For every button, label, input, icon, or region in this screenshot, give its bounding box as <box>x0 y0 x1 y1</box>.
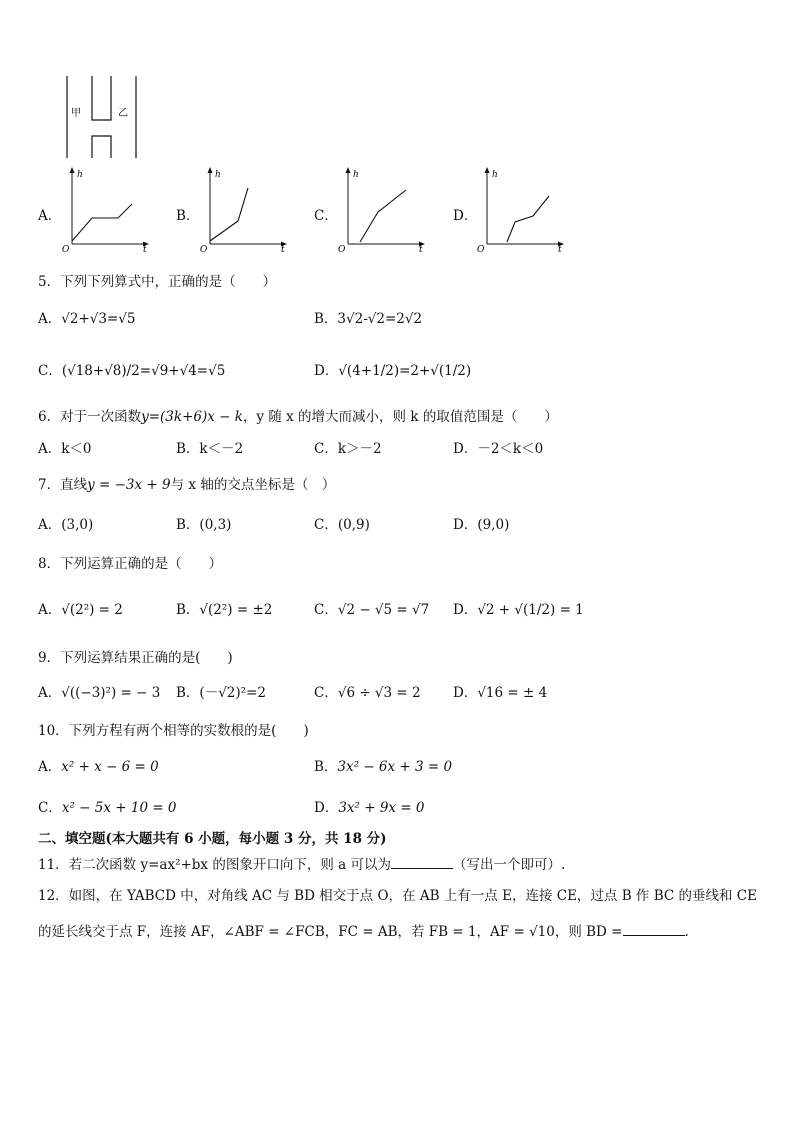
q12-line1: 12．如图，在 YABCD 中，对角线 AC 与 BD 相交于点 O，在 AB 上有一点 E，连接 CE，过点 B 作 BC 的垂线和 CE <box>38 888 757 904</box>
svg-text:O: O <box>200 245 208 254</box>
q5-option-c: C．(√18+√8)/2=√9+√4=√5 <box>38 363 226 379</box>
q4-a-x: t <box>143 245 147 254</box>
q4-option-d-label: D． <box>453 208 478 224</box>
q10-option-a: A．x² + x − 6 = 0 <box>38 759 159 775</box>
q4-a-y: h <box>77 170 83 180</box>
q7-line: y = −3x + 9 <box>87 477 171 493</box>
q5-stem: 5．下列下列算式中，正确的是（ ） <box>38 274 277 290</box>
q6-option-b: B．k＜－2 <box>176 441 244 457</box>
q5-option-b: B．3√2-√2=2√2 <box>314 311 423 327</box>
q6-function: y=(3k+6)x − k <box>141 409 243 425</box>
q7-option-c: C．(0,9) <box>314 517 370 533</box>
q4-graph-c <box>336 166 428 254</box>
q10-option-c: C．x² − 5x + 10 = 0 <box>38 800 177 816</box>
svg-text:O: O <box>338 245 346 254</box>
q9-stem: 9．下列运算结果正确的是( ) <box>38 650 233 666</box>
svg-text:t: t <box>281 245 285 254</box>
svg-text:h: h <box>492 170 498 180</box>
q6-option-d: D．－2＜k＜0 <box>453 441 544 457</box>
q10-option-b: B．3x² − 6x + 3 = 0 <box>314 759 453 775</box>
svg-text:t: t <box>558 245 562 254</box>
q7-option-b: B．(0,3) <box>176 517 232 533</box>
q6-stem: 6．对于一次函数y=(3k+6)x − k，y 随 x 的增大而减小，则 k 的取值范围是（ ） <box>38 409 558 425</box>
q8-stem: 8．下列运算正确的是（ ） <box>38 556 223 572</box>
label-jia: 甲 <box>71 108 81 119</box>
q11-answer-blank[interactable] <box>391 856 453 869</box>
q4-b-curve <box>210 188 248 241</box>
q5-option-d: D．√(4+1/2)=2+√(1/2) <box>314 363 472 379</box>
q8-option-b: B．√(2²) = ±2 <box>176 602 273 618</box>
q10-stem: 10．下列方程有两个相等的实数根的是( ) <box>38 723 309 739</box>
q9-option-b: B．(－√2)²=2 <box>176 685 266 701</box>
q7-option-d: D．(9,0) <box>453 517 510 533</box>
q4-option-c-label: C． <box>314 208 338 224</box>
q9-option-a: A．√((−3)²) = − 3 <box>38 685 161 701</box>
q6-option-c: C．k＞－2 <box>314 441 382 457</box>
q8-option-d: D．√2 + √(1/2) = 1 <box>453 602 584 618</box>
q4-graph-d <box>475 166 567 254</box>
q5-a-expr: √2+√3=√5 <box>61 311 136 327</box>
svg-text:h: h <box>215 170 221 180</box>
container-figure <box>60 74 140 164</box>
q8-option-c: C．√2 − √5 = √7 <box>314 602 430 618</box>
q5-d-expr: √(4+1/2)=2+√(1/2) <box>338 363 472 379</box>
q9-option-d: D．√16 = ± 4 <box>453 685 548 701</box>
q4-option-b-label: B． <box>176 208 200 224</box>
q8-option-a: A．√(2²) = 2 <box>38 602 123 618</box>
svg-text:t: t <box>419 245 423 254</box>
q7-stem: 7．直线y = −3x + 9与 x 轴的交点坐标是（ ） <box>38 477 336 493</box>
q10-option-d: D．3x² + 9x = 0 <box>314 800 425 816</box>
q11-stem: 11．若二次函数 y=ax²+bx 的图象开口向下，则 a 可以为 （写出一个即可）. <box>38 857 566 873</box>
q4-a-curve <box>72 204 132 241</box>
q4-graph-b <box>198 166 290 254</box>
q4-d-curve <box>507 196 549 242</box>
q12-line2: 的延长线交于点 F，连接 AF，∠ABF = ∠FCB，FC = AB，若 FB = 1，AF = √10，则 BD = . <box>38 924 689 940</box>
q7-option-a: A．(3,0) <box>38 517 94 533</box>
q5-b-expr: 3√2-√2=2√2 <box>337 311 423 327</box>
q4-a-o: O <box>62 245 70 254</box>
label-yi: 乙 <box>118 108 128 119</box>
svg-text:O: O <box>477 245 485 254</box>
q9-option-c: C．√6 ÷ √3 = 2 <box>314 685 421 701</box>
q4-c-curve <box>360 190 406 242</box>
section-fill-in-title: 二、填空题(本大题共有 6 小题，每小题 3 分，共 18 分) <box>38 831 387 847</box>
q6-option-a: A．k＜0 <box>38 441 92 457</box>
q4-graph-a <box>60 166 152 254</box>
svg-text:h: h <box>353 170 359 180</box>
q12-answer-blank[interactable] <box>623 923 685 936</box>
q5-option-a: A．√2+√3=√5 <box>38 311 136 327</box>
q4-option-a-label: A． <box>38 208 62 224</box>
q5-c-expr: (√18+√8)/2=√9+√4=√5 <box>61 363 226 379</box>
